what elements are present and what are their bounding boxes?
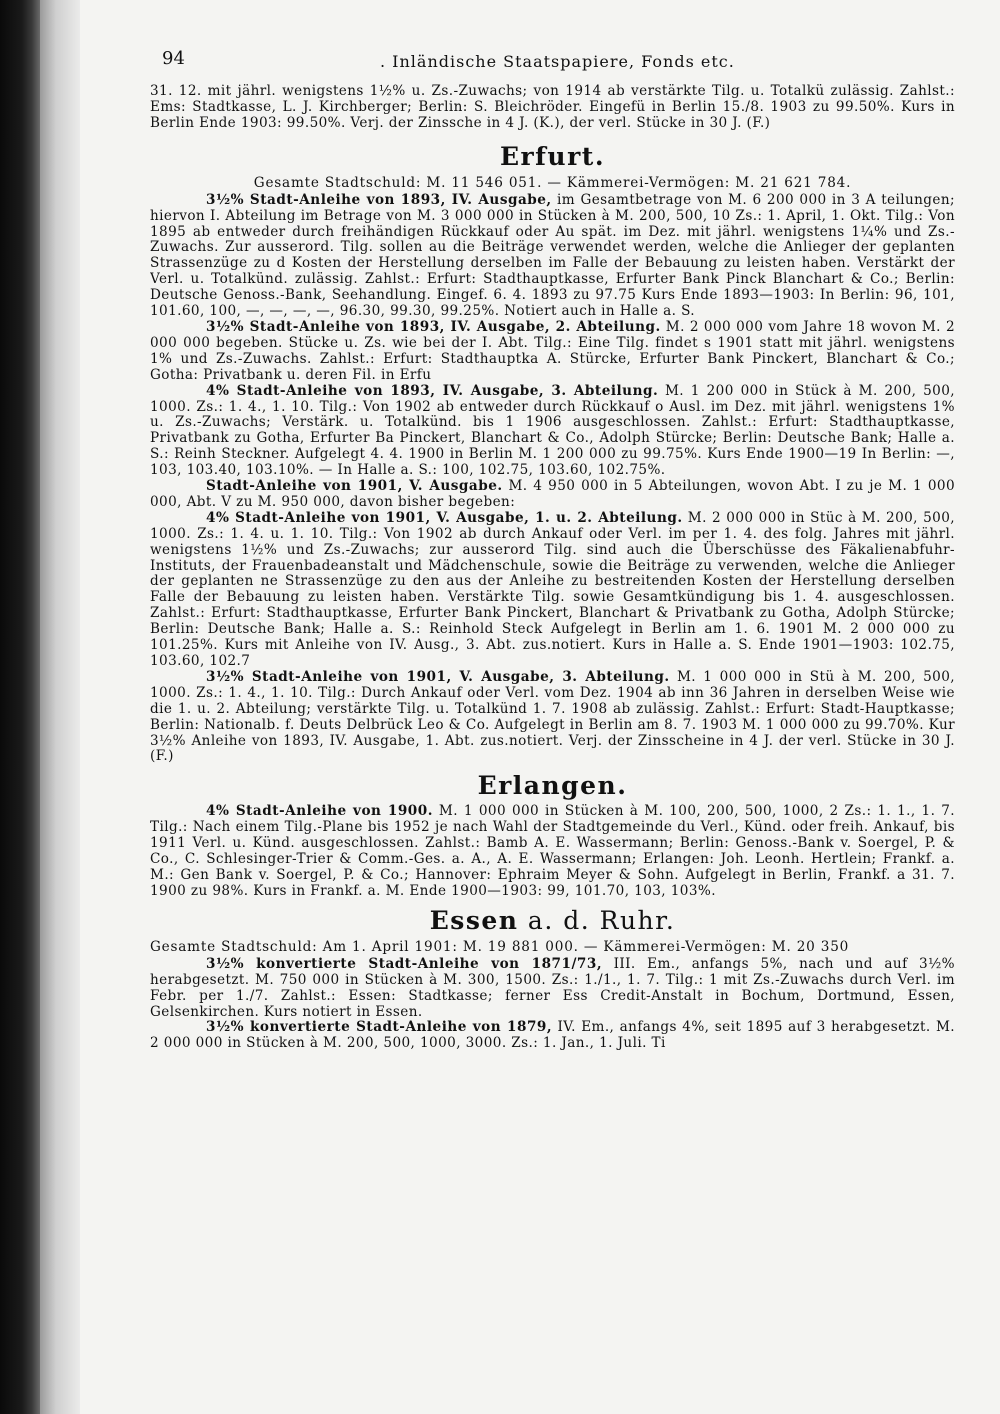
bond-title: 3½% Stadt-Anleihe von 1893, IV. Ausgabe, 2. Abteilung. bbox=[206, 318, 661, 335]
bond-entry bbox=[150, 479, 955, 511]
bond-title: Stadt-Anleihe von 1901, V. Ausgabe. bbox=[206, 478, 503, 495]
section-heading-essen bbox=[150, 906, 955, 935]
page-number: 94 bbox=[162, 48, 185, 69]
bond-title: 3½% konvertierte Stadt-Anleihe von 1879, bbox=[206, 1019, 553, 1036]
page-header bbox=[150, 40, 955, 84]
running-head: . Inländische Staatspapiere, Fonds etc. bbox=[380, 52, 735, 71]
bond-text: M. 2 000 000 in Stüc à M. 200, 500, 1000. Zs.: 1. 4. u. 1. 10. Tilg.: Von 1902 ab durch Ankauf oder Verl. im per 1. 4. des folg. Jahres mit jährl. wenigstens 1½% und Zs.-Zuwachs; zur ausserord Tilg. sind auch die Überschüsse des Fäkalienabfuhr-Instituts, der Frauenbadeanstalt und Mädchenschule, sowie die Beiträge zu verwenden, welche die Anlieger der geplanten ne Strassenzüge zu den aus der Anleihe zu bestreitenden Kosten der Herstellung derselben Falle der Bebauung zu leisten haben. Verstärkte Tilg. sowie Gesamtkündigung bis 1. 4. ausgeschlossen. Zahlst.: Erfurt: Stadthauptkasse, Erfurter Bank Pinckert, Blanchart & Privatbank zu Gotha, Adolph Stürcke; Berlin: Deutsche Bank; Halle a. S.: Reinhold Steck Aufgelegt in Berlin am 1. 6. 1901 M. 2 000 000 zu 101.25%. Kurs mit Anleihe von IV. Ausg., 3. Abt. zus.notiert. Kurs in Halle a. S. Ende 1901—1903: 102.75, 103.60, 102.7 bbox=[150, 509, 955, 669]
bond-text: M. 2 000 000 vom Jahre 18 wovon M. 2 000 000 begeben. Stücke u. Zs. wie bei der I. Abt. Tilg.: Eine Tilg. findet s 1901 statt mit jährl. wenigstens 1% und Zs.-Zuwachs. Zahlst.: Erfurt: Stadthauptka A. Stürcke, Erfurter Bank Pinckert, Blanchart & Co.; Gotha: Privatbank u. deren Fil. in Erfu bbox=[150, 318, 955, 383]
bond-entry bbox=[150, 1020, 955, 1052]
bond-text: IV. Em., anfangs 4%, seit 1895 auf 3 herabgesetzt. M. 2 000 000 in Stücken à M. 200, 500, 1000, 3000. Zs.: 1. Jan., 1. Juli. Ti bbox=[150, 1019, 955, 1052]
bond-text: M. 1 000 000 in Stü à M. 200, 500, 1000. Zs.: 1. 4., 1. 10. Tilg.: Durch Ankauf oder Verl. vom Dez. 1904 ab inn 36 Jahren in derselben Weise wie die 1. u. 2. Abteilung; verstärkte Tilg. u. Totalkünd 1. 7. 1908 ab zulässig. Zahlst.: Erfurt: Stadt-Hauptkasse; Berlin: Nationalb. f. Deuts Delbrück Leo & Co. Aufgelegt in Berlin am 8. 7. 1903 M. 1 000 000 zu 99.70%. Kur 3½% Anleihe von 1893, IV. Ausgabe, 1. Abt. zus.notiert. Verj. der Zinsscheine in 4 J. der verl. Stücke in 30 J. (F.) bbox=[150, 668, 955, 765]
bond-entry bbox=[150, 320, 955, 384]
bond-title: 3½% konvertierte Stadt-Anleihe von 1871/73, bbox=[206, 955, 603, 972]
bond-title: 3½% Stadt-Anleihe von 1893, IV. Ausgabe, bbox=[206, 191, 552, 208]
bond-title: 3½% Stadt-Anleihe von 1901, V. Ausgabe, 3. Abteilung. bbox=[206, 668, 670, 685]
bond-title: 4% Stadt-Anleihe von 1900. bbox=[206, 803, 433, 820]
bond-entry bbox=[150, 193, 955, 320]
bond-title: 4% Stadt-Anleihe von 1893, IV. Ausgabe, 3. Abteilung. bbox=[206, 382, 659, 399]
bond-text: M. 4 950 000 in 5 Abteilungen, wovon Abt. I zu je M. 1 000 000, Abt. V zu M. 950 000, davon bisher begeben: bbox=[150, 478, 955, 510]
bond-text: M. 1 000 000 in Stücken à M. 100, 200, 500, 1000, 2 Zs.: 1. 1., 1. 7. Tilg.: Nach einem Tilg.-Plane bis 1952 je nach Wahl der Stadtgemeinde du Verl., Künd. oder freih. Ankauf, bis 1911 Verl. u. Künd. ausgeschlossen. Zahlst.: Bamb A. E. Wassermann; Berlin: Genoss.-Bank v. Soergel, P. & Co., C. Schlesinger-Trier & Comm.-Ges. a. A., A. E. Wassermann; Erlangen: Joh. Leonh. Hertlein; Frankf. a. M.: Gen Bank v. Soergel, P. & Co.; Hannover: Ephraim Meyer & Sohn. Aufgelegt in Berlin, Frankf. a 31. 7. 1900 zu 98%. Kurs in Frankf. a. M. Ende 1900—1903: 99, 101.70, 103, 103%. bbox=[150, 803, 955, 899]
essen-heading-main: Essen bbox=[429, 905, 519, 935]
bond-entry bbox=[150, 384, 955, 479]
book-gutter bbox=[40, 0, 80, 1414]
book-binding-shadow bbox=[0, 0, 40, 1414]
bond-entry bbox=[150, 957, 955, 1021]
essen-heading-suffix: a. d. Ruhr. bbox=[518, 905, 676, 935]
bond-text: im Gesamtbetrage von M. 6 200 000 in 3 A teilungen; hiervon I. Abteilung im Betrage von M. 3 000 000 in Stücken à M. 200, 500, 10 Zs.: 1. April, 1. Okt. Tilg.: Von 1895 ab entweder durch freihändigen Rückkauf oder Au spät. im Dez. mit jährl. wenigstens 1¼% und Zs.-Zuwachs. Zur ausserord. Tilg. sollen au die Beiträge verwendet werden, welche die Anlieger der geplanten Strassenzüge zu d Kosten der Herstellung derselben im Falle der Bebauung zu leisten haben. Verstärkt der Verl. u. Totalkünd. zulässig. Zahlst.: Erfurt: Stadthauptkasse, Erfurter Bank Pinck Blanchart & Co.; Berlin: Deutsche Genoss.-Bank, Seehandlung. Eingef. 6. 4. 1893 zu 97.75 Kurs Ende 1893—1903: In Berlin: 96, 101, 101.60, 100, —, —, —, —, 96.30, 99.30, 99.25%. Notiert auch in Halle a. S. bbox=[150, 191, 955, 320]
bond-title: 4% Stadt-Anleihe von 1901, V. Ausgabe, 1. u. 2. Abteilung. bbox=[206, 509, 683, 526]
essen-summary: Gesamte Stadtschuld: Am 1. April 1901: M. 19 881 000. — Kämmerei-Vermögen: M. 20 350 bbox=[150, 938, 850, 955]
erfurt-summary: Gesamte Stadtschuld: M. 11 546 051. — Kämmerei-Vermögen: M. 21 621 784. bbox=[253, 174, 852, 191]
bond-text: M. 1 200 000 in Stück à M. 200, 500, 1000. Zs.: 1. 4., 1. 10. Tilg.: Von 1902 ab entweder durch Rückkauf o Ausl. im Dez. mit jährl. wenigstens 1% u. Zs.-Zuwachs; Verstärk. u. Totalkünd. bis 1 1906 ausgeschlossen. Zahlst.: Erfurt: Stadthauptkasse, Privatbank zu Gotha, Erfurter Ba Pinckert, Blanchart & Co., Adolph Stürcke; Berlin: Deutsche Bank; Halle a. S.: Reinh Steckner. Aufgelegt 4. 4. 1900 in Berlin M. 1 200 000 zu 99.75%. Kurs Ende 1900—19 In Berlin: —, 103, 103.40, 103.10%. — In Halle a. S.: 100, 102.75, 103.60, 102.75%. bbox=[150, 382, 955, 479]
bond-entry bbox=[150, 804, 955, 899]
bond-entry bbox=[150, 670, 955, 765]
bond-entry bbox=[150, 511, 955, 670]
section-heading-erlangen: Erlangen. bbox=[477, 771, 628, 801]
section-heading-erfurt: Erfurt. bbox=[499, 141, 606, 171]
book-page bbox=[150, 40, 955, 1410]
bond-text: III. Em., anfangs 5%, nach und auf 3½% herabgesetzt. M. 750 000 in Stücken à M. 300, 1500. Zs.: 1./1., 1. 7. Tilg.: 1 mit Zs.-Zuwachs durch Verl. im Febr. per 1./7. Zahlst.: Essen: Stadtkasse; ferner Ess Credit-Anstalt in Bochum, Dortmund, Essen, Gelsenkirchen. Kurs notiert in Essen. bbox=[150, 955, 955, 1020]
intro-paragraph: 31. 12. mit jährl. wenigstens 1½% u. Zs.-Zuwachs; von 1914 ab verstärkte Tilg. u. Totalkü zulässig. Zahlst.: Ems: Stadtkasse, L. J. Kirchberger; Berlin: S. Bleichröder. Eingefü in Berlin 15./8. 1903 zu 99.50%. Kurs in Berlin Ende 1903: 99.50%. Verj. der Zinssche in 4 J. (K.), der verl. Stücke in 30 J. (F.) bbox=[150, 83, 955, 131]
